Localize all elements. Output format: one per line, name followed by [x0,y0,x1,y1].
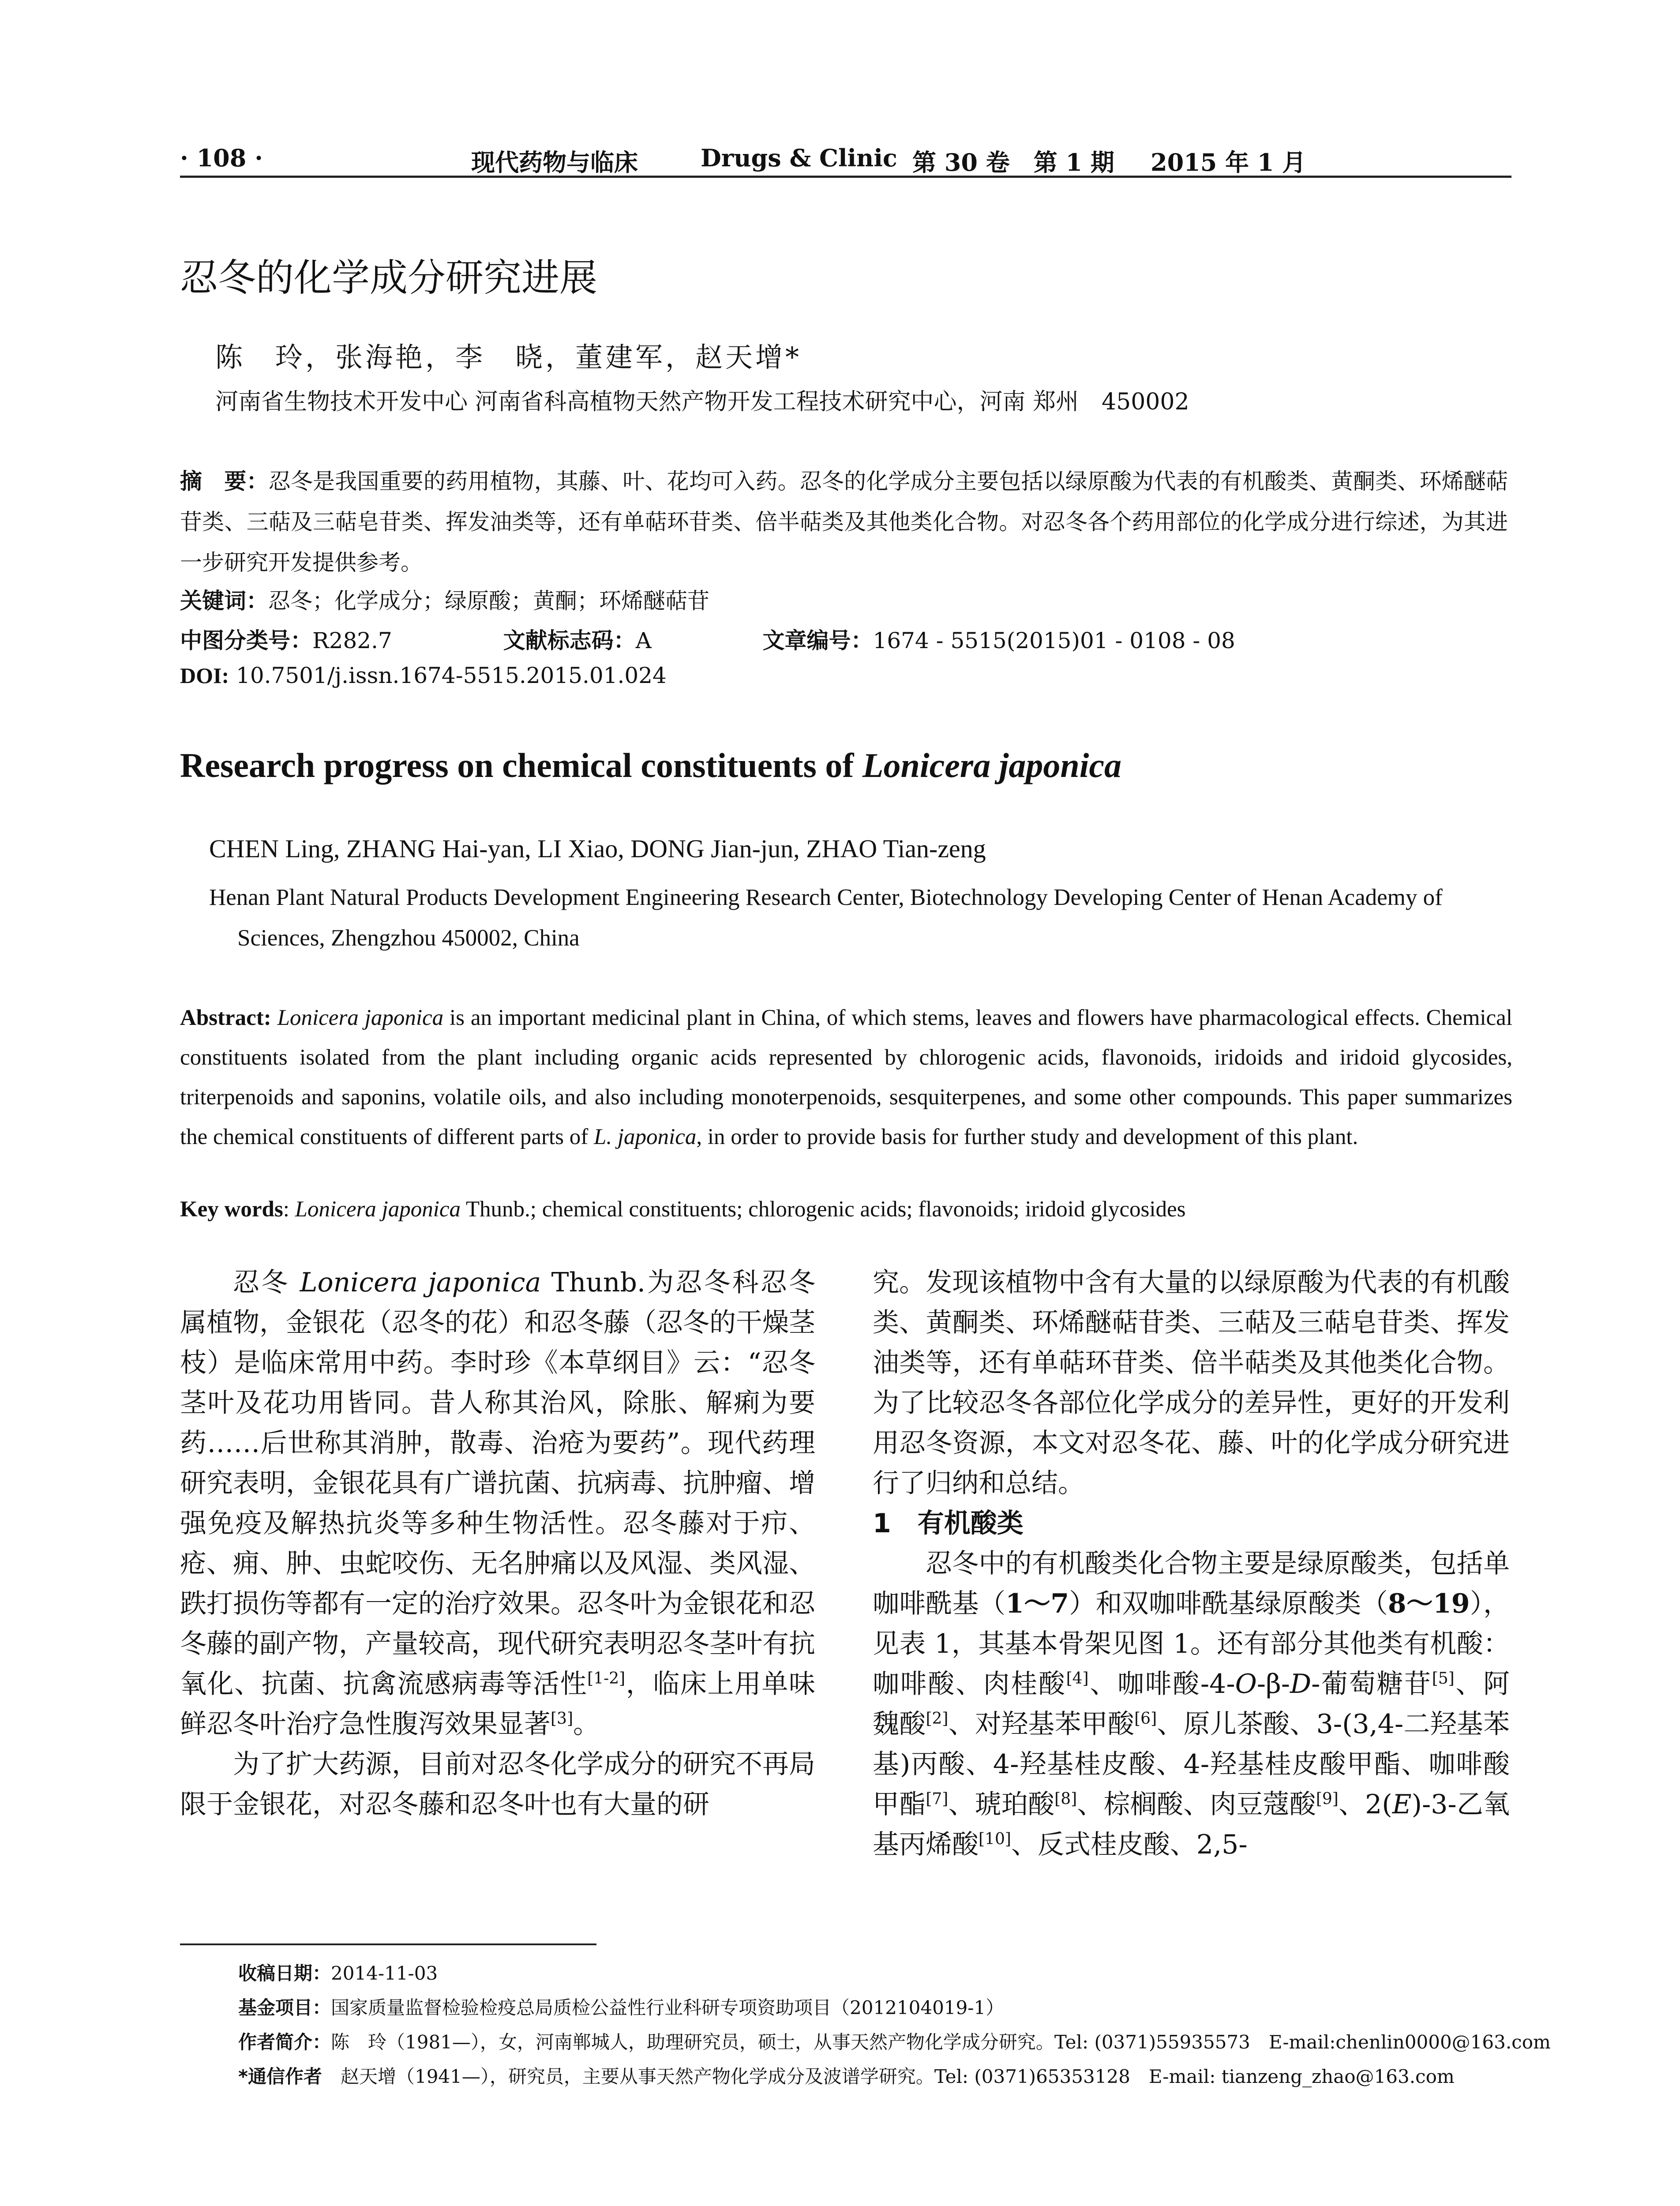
keywords-en-species: Lonicera japonica [295,1197,461,1222]
body-italic: E [1392,1789,1412,1820]
page-number: · 108 · [180,144,263,172]
abstract-en-label: Abstract: [180,1005,271,1030]
title-en [180,746,1121,785]
keywords-en-text: Thunb.; chemical constituents; chlorogenic acids; flavonoids; iridoid glycosides [461,1197,1186,1222]
abstract-en-text1: is an important medicinal plant in China, of which stems, leaves and flowers have pharmacological effects. Chemical constituents isolated from the plant including organic acids represented by chlorogenic acids, flavonoids, iridoids and iridoid glycosides, triterpenoids and saponins, volatile oils, and also including monoterpenoids, sesquiterpenes, and some other compounds. This paper summarizes the chemical constituents of different parts of [180,1005,1512,1149]
body-text: ）和双咖啡酰基绿原酸类（ [1069,1588,1388,1619]
body-text: ，临床上用单味鲜忍冬叶治疗急性腹泻效果显著 [180,1669,816,1740]
keywords-en: Key words: Lonicera japonica Thunb.; chemical constituents; chlorogenic acids; flavonoids; iridoid glycosides [180,1197,1186,1222]
title-en-species: Lonicera japonica [862,746,1122,784]
footnote-corresponding [238,2062,1455,2089]
keywords-cn-text: 忍冬；化学成分；绿原酸；黄酮；环烯醚萜苷 [268,588,709,614]
compound-range: 1～7 [1005,1588,1069,1619]
title-cn: 忍冬的化学成分研究进展 [180,256,597,300]
body-text: 、咖啡酸-4- [1088,1669,1235,1700]
footnote-label: 基金项目： [238,1997,331,2018]
citation: [2] [926,1710,949,1728]
affiliation-en [209,877,1515,958]
clc-value: R282.7 [312,628,392,653]
citation: [4] [1066,1670,1089,1688]
body-text: ），见表 1，其基本骨架见图 1。还有部分其他类有机酸：咖啡酸、肉桂酸 [873,1588,1510,1700]
affiliation-cn: 河南省生物技术开发中心 河南省科高植物天然产物开发工程技术研究中心，河南 郑州 450002 [215,389,1189,415]
body-text: 、对羟基苯甲酸 [948,1709,1135,1740]
body-right-column [873,1263,1510,1865]
affiliation-en-line1: Henan Plant Natural Products Development Engineering Research Center, Biotechnology Developing Center of Henan Academy of [209,885,1443,910]
body-text: 、棕榈酸、肉豆蔻酸 [1077,1789,1316,1820]
citation: [7] [926,1790,949,1808]
abstract-cn-label: 摘 要： [180,469,269,494]
citation: [10] [979,1830,1011,1848]
doi-value: 10.7501/j.issn.1674-5515.2015.01.024 [236,663,667,688]
classification-line [180,623,1235,655]
citation: [5] [1432,1670,1455,1688]
authors-cn: 陈 玲，张海艳，李 晓，董建军，赵天增* [215,341,802,373]
keywords-cn-label: 关键词： [180,588,268,614]
body-text: -β- [1256,1669,1290,1700]
keywords-cn [180,583,709,615]
footnote-author [238,2028,1551,2054]
affiliation-en-line2: Sciences, Zhengzhou 450002, China [237,925,580,951]
section-heading-1: 1 有机酸类 [873,1508,1024,1539]
clc-label: 中图分类号： [180,628,312,653]
citation: [3] [551,1710,573,1728]
doc-code-value: A [635,628,652,653]
body-text: 。 [573,1709,600,1740]
compound-range: 8～19 [1388,1588,1470,1619]
abstract-en-species: Lonicera japonica [277,1005,444,1030]
footnote-label: 作者简介： [238,2031,331,2053]
body-species: Lonicera japonica [300,1267,541,1298]
footnote-text: 2014-11-03 [331,1962,438,1984]
citation: [8] [1054,1790,1077,1808]
running-header [180,140,1511,178]
body-text: -葡萄糖苷 [1311,1669,1432,1700]
body-paragraph-2: 为了扩大药源，目前对忍冬化学成分的研究不再局限于金银花，对忍冬藤和忍冬叶也有大量的研 [180,1749,815,1820]
footnote-text: 赵天增（1941—），研究员，主要从事天然产物化学成分及波谱学研究。Tel: (0371)65353128 E-mail: tianzeng_zhao@163.com [340,2066,1455,2087]
footnote-fund [238,1993,1004,2020]
footnote-label: *通信作者 [238,2066,322,2087]
body-left-column [180,1263,815,1825]
keywords-en-label: Key words [180,1197,283,1222]
body-text: 、原儿茶酸、3-(3,4-二羟基苯基)丙酸、4-羟基桂皮酸、4-羟基桂皮酸甲酯、咖啡酸甲酯 [873,1709,1510,1820]
authors-en: CHEN Ling, ZHANG Hai-yan, LI Xiao, DONG Jian-jun, ZHAO Tian-zeng [209,834,986,863]
doi-line [180,663,667,688]
footnote-received [238,1959,438,1985]
body-text: 、阿魏酸 [873,1669,1510,1740]
abstract-cn [180,461,1508,583]
citation: [9] [1316,1790,1339,1808]
article-number-value: 1674 - 5515(2015)01 - 0108 - 08 [873,628,1235,653]
footnote-label: 收稿日期： [238,1962,331,1984]
doi-label: DOI: [180,663,229,688]
journal-name-en: Drugs & Clinic [701,144,897,172]
abstract-en-species-short: L. japonica [594,1125,697,1149]
body-text: 、2( [1338,1789,1392,1820]
body-italic: O [1235,1669,1257,1700]
body-paragraph-2-continued: 究。发现该植物中含有大量的以绿原酸为代表的有机酸类、黄酮类、环烯醚萜苷类、三萜及三萜皂苷类、挥发油类等，还有单萜环苷类、倍半萜类及其他类化合物。为了比较忍冬各部位化学成分的差异性，更好的开发利用忍冬资源，本文对忍冬花、藤、叶的化学成分研究进行了归纳和总结。 [873,1267,1510,1499]
volume-issue: 第 30 卷 第 1 期 [912,148,1114,176]
doc-code-label: 文献标志码： [503,628,636,653]
article-number-label: 文章编号： [762,628,873,653]
abstract-cn-text: 忍冬是我国重要的药用植物，其藤、叶、花均可入药。忍冬的化学成分主要包括以绿原酸为代表的有机酸类、黄酮类、环烯醚萜苷类、三萜及三萜皂苷类、挥发油类等，还有单萜环苷类、倍半萜类及其他类化合物。对忍冬各个药用部位的化学成分进行综述，为其进一步研究开发提供参考。 [180,469,1508,575]
abstract-en [180,998,1512,1157]
body-paragraph-1 [180,1263,815,1745]
body-text: Thunb.为忍冬科忍冬属植物，金银花（忍冬的花）和忍冬藤（忍冬的干燥茎枝）是临床常用中药。李时珍《本草纲目》云：“忍冬茎叶及花功用皆同。昔人称其治风，除胀、解痢为要药……后世称其消肿，散毒、治疮为要药”。现代药理研究表明，金银花具有广谱抗菌、抗病毒、抗肿瘤、增强免疫及解热抗炎等多种生物活性。忍冬藤对于疖、疮、痈、肿、虫蛇咬伤、无名肿痛以及风湿、类风湿、跌打损伤等都有一定的治疗效果。忍冬叶为金银花和忍冬藤的副产物，产量较高，现代研究表明忍冬茎叶有抗氧化、抗菌、抗禽流感病毒等活性 [180,1267,815,1700]
abstract-en-text2: , in order to provide basis for further study and development of this plant. [696,1125,1358,1149]
issue-date: 2015 年 1 月 [1151,148,1306,176]
section-1-paragraph [873,1544,1510,1865]
body-italic: D [1290,1669,1312,1700]
footnote-rule [180,1943,596,1945]
body-text: 、琥珀酸 [948,1789,1055,1820]
title-en-prefix: Research progress on chemical constituents of [180,746,862,784]
footnote-text: 国家质量监督检验检疫总局质检公益性行业科研专项资助项目（2012104019-1） [331,1997,1005,2018]
journal-name-cn: 现代药物与临床 [471,148,638,176]
citation: [6] [1134,1710,1157,1728]
body-text: 忍冬中的有机酸类化合物主要是绿原酸类，包括单咖啡酰基（ [873,1548,1510,1619]
body-text: 忍冬 [233,1267,300,1298]
body-text: 、反式桂皮酸、2,5- [1011,1829,1248,1860]
citation: [1-2] [587,1670,626,1688]
footnote-text: 陈 玲（1981—），女，河南郸城人，助理研究员，硕士，从事天然产物化学成分研究。Tel: (0371)55935573 E-mail:chenlin0000@163.com [331,2031,1551,2053]
body-text: )-3-乙氧基丙烯酸 [873,1789,1510,1860]
